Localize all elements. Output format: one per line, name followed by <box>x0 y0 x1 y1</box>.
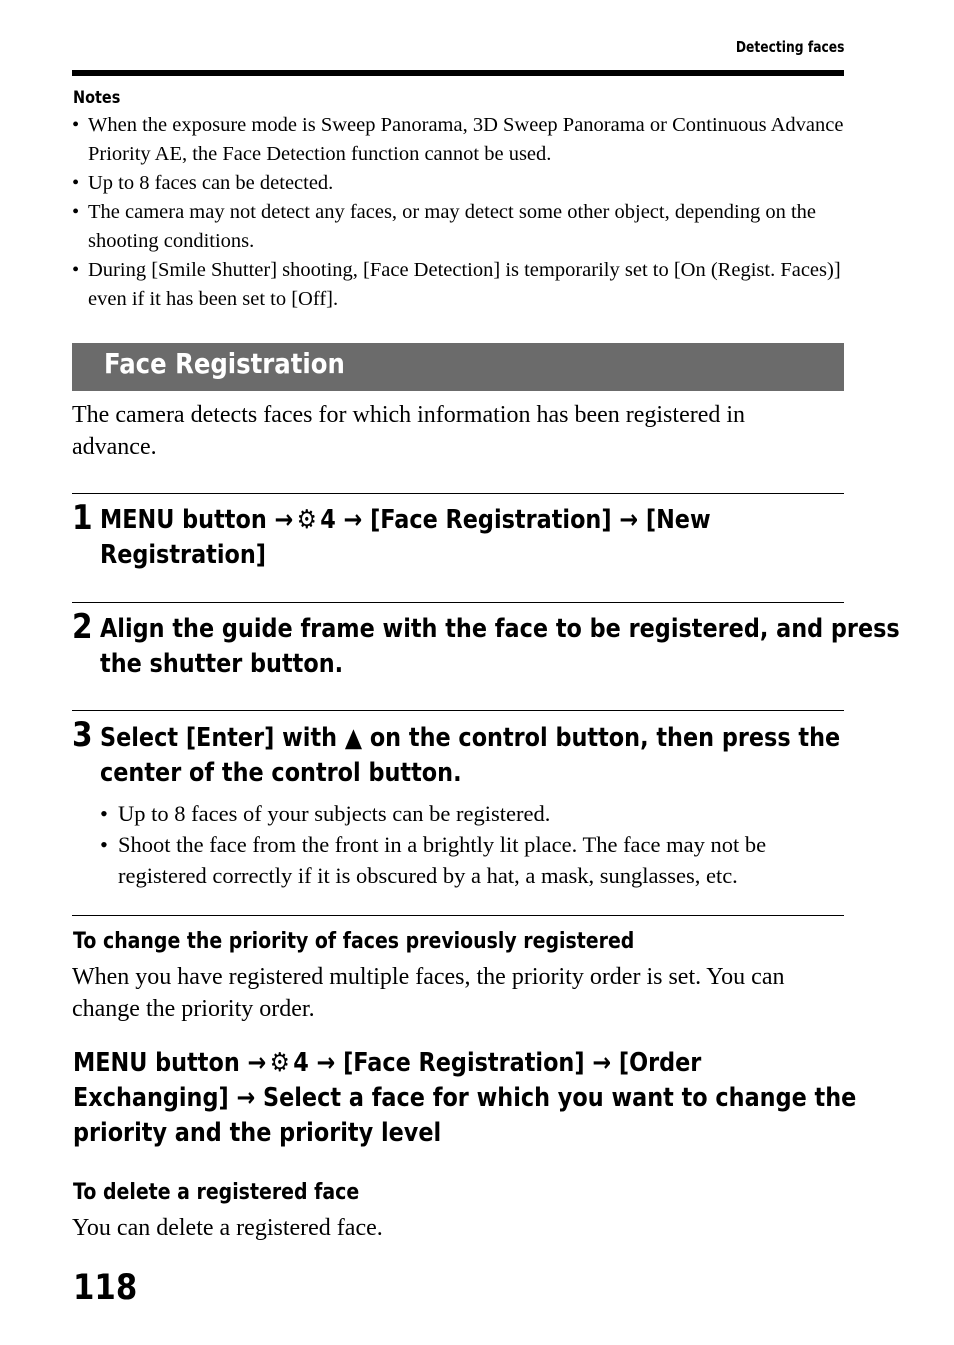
tip-item: • Shoot the face from the front in a brightly lit place. The face may not be registered correctly if it is obscured by a hat, a mask, sunglasses, etc. <box>100 832 767 888</box>
section-intro: The camera detects faces for which information has been registered in advance. <box>72 402 746 460</box>
gear-icon: ⚙ <box>269 1048 290 1078</box>
priority-text: When you have registered multiple faces, the priority order is set. You can change the priority order. <box>72 964 785 1022</box>
step-number: 2 <box>72 607 93 647</box>
top-rule <box>72 70 844 76</box>
tip-item: • Up to 8 faces of your subjects can be registered. <box>100 801 551 826</box>
gear-icon: ⚙ <box>296 505 317 535</box>
step-3-text: Select [Enter] with ▲ on the control button, then press the center of the control button. <box>100 723 841 788</box>
step-2-text: Align the guide frame with the face to be registered, and press the shutter button. <box>100 614 900 679</box>
delete-heading: To delete a registered face <box>73 1180 360 1205</box>
notes-heading: Notes <box>73 88 121 108</box>
delete-text: You can delete a registered face. <box>72 1215 383 1241</box>
priority-heading: To change the priority of faces previously registered <box>73 929 635 954</box>
notes-list <box>72 111 844 314</box>
note-item: • Up to 8 faces can be detected. <box>72 172 334 194</box>
step-divider <box>72 710 844 711</box>
priority-menu-path: MENU button → ⚙ 4 → [Face Registration] → [Order Exchanging] → Select a face for which you want to change the priority and the priority level <box>73 1048 857 1148</box>
note-item: • During [Smile Shutter] shooting, [Face Detection] is temporarily set to [On (Regist. Faces)] even if it has been set to [Off]. <box>72 259 841 310</box>
step-1-text: MENU button → ⚙ 4 → [Face Registration] → [New Registration] <box>100 505 711 570</box>
page-number: 118 <box>73 1268 138 1308</box>
step-divider <box>72 493 844 494</box>
note-item: • The camera may not detect any faces, or may detect some other object, depending on the shooting conditions. <box>72 201 817 252</box>
step-3-tips <box>100 798 840 891</box>
running-head: Detecting faces <box>735 38 844 56</box>
step-divider <box>72 602 844 603</box>
step-number: 3 <box>72 715 93 755</box>
step-number: 1 <box>72 498 93 538</box>
section-title: Face Registration <box>103 347 345 380</box>
section-divider <box>72 915 844 916</box>
note-item: • When the exposure mode is Sweep Panorama, 3D Sweep Panorama or Continuous Advance Priority AE, the Face Detection function cannot be used. <box>72 114 844 165</box>
